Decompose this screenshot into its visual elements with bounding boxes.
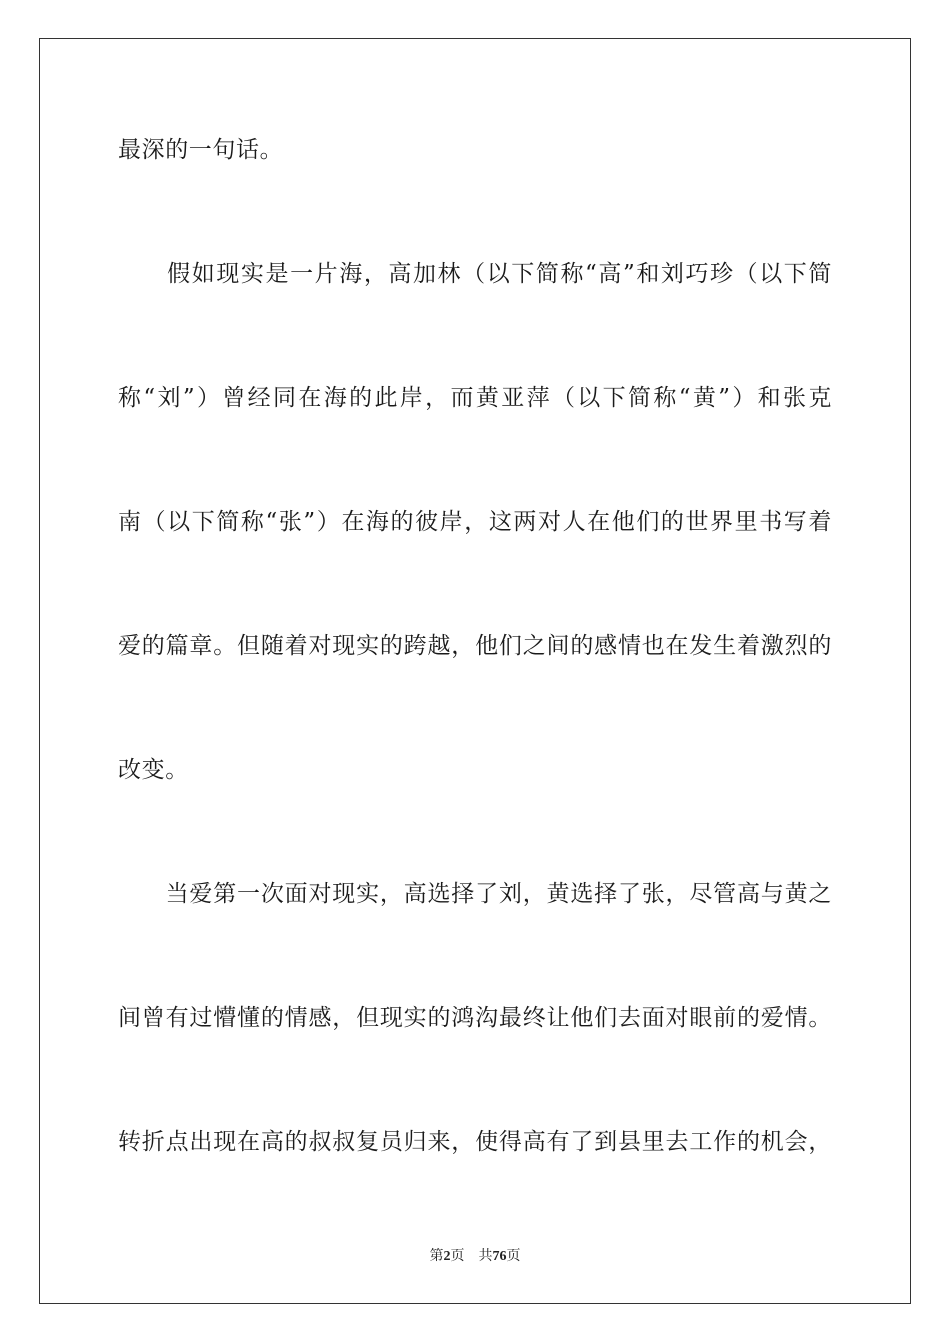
text-line-6: 改变。	[118, 757, 189, 783]
page-suffix: 页	[450, 1248, 465, 1264]
total-suffix: 页	[506, 1248, 521, 1264]
page-prefix: 第	[429, 1248, 444, 1264]
text-line-1: 最深的一句话。	[118, 137, 284, 163]
text-line-2: 假如现实是一片海，高加林（以下简称“高”和刘巧珍（以下简	[118, 261, 832, 287]
text-line-3: 称“刘”）曾经同在海的此岸，而黄亚萍（以下简称“黄”）和张克	[118, 385, 832, 411]
text-line-4: 南（以下简称“张”）在海的彼岸，这两对人在他们的世界里书写着	[118, 509, 832, 535]
text-line-9: 转折点出现在高的叔叔复员归来，使得高有了到县里去工作的机会，	[118, 1129, 832, 1155]
text-line-5: 爱的篇章。但随着对现实的跨越，他们之间的感情也在发生着激烈的	[118, 633, 832, 659]
total-pages: 76	[492, 1249, 507, 1264]
page-number: 2	[443, 1249, 451, 1264]
total-prefix: 共	[478, 1248, 493, 1264]
text-line-7: 当爱第一次面对现实，高选择了刘，黄选择了张，尽管高与黄之	[118, 881, 832, 907]
page-footer	[0, 1247, 950, 1266]
page-border	[39, 38, 911, 1304]
text-line-8: 间曾有过懵懂的情感，但现实的鸿沟最终让他们去面对眼前的爱情。	[118, 1005, 832, 1031]
